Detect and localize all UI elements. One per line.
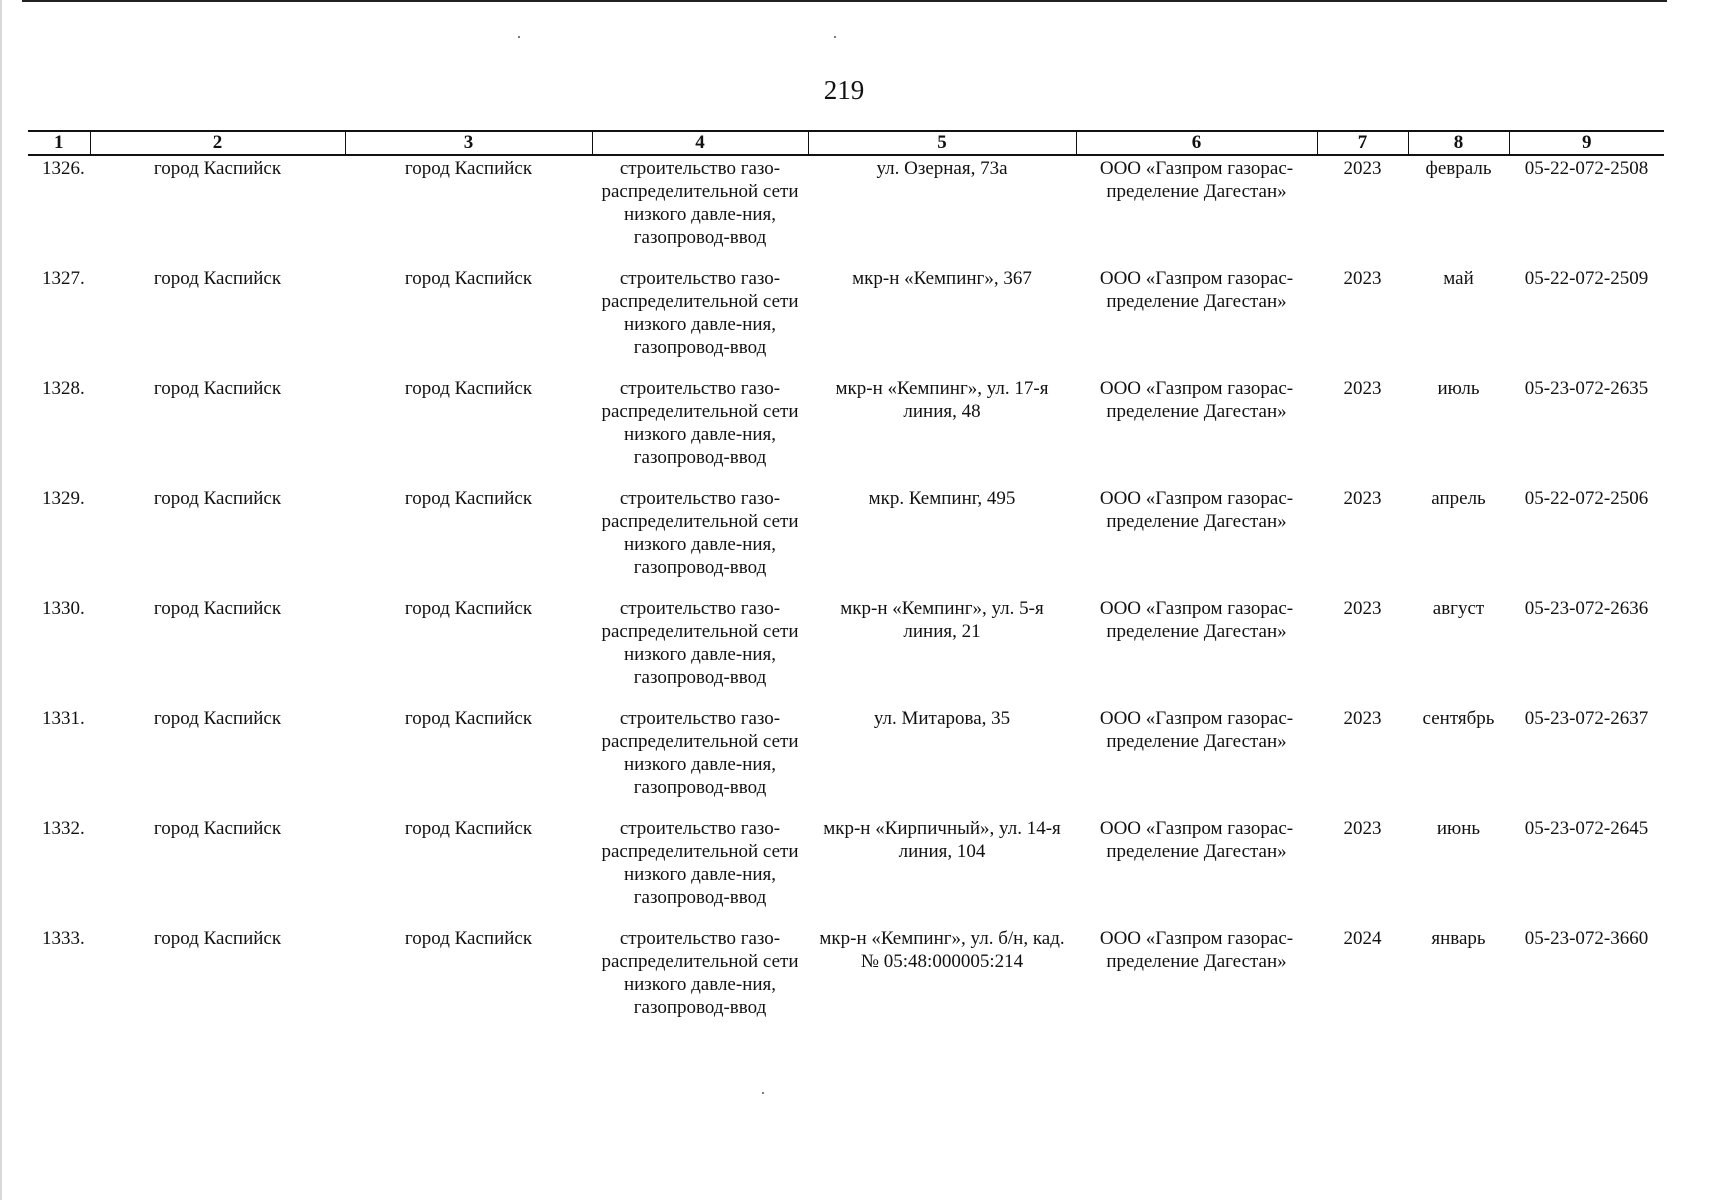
column-header: 9 xyxy=(1509,131,1664,155)
column-header: 8 xyxy=(1408,131,1509,155)
month-cell: июль xyxy=(1437,378,1480,399)
table-row xyxy=(28,155,1664,266)
settlement-cell: город Каспийск xyxy=(404,928,533,949)
locality-cell: город Каспийск xyxy=(153,708,282,729)
settlement-cell: город Каспийск xyxy=(404,268,533,289)
row-number: 1326. xyxy=(42,158,85,179)
operator-cell: ООО «Газпром газорас-пределение Дагестан» xyxy=(1099,268,1294,312)
settlement-cell: город Каспийск xyxy=(404,708,533,729)
operator-cell: ООО «Газпром газорас-пределение Дагестан» xyxy=(1099,818,1294,862)
column-header: 6 xyxy=(1076,131,1317,155)
settlement-cell: город Каспийск xyxy=(404,818,533,839)
address-cell: мкр-н «Кемпинг», ул. 17-я линия, 48 xyxy=(835,378,1049,422)
code-cell: 05-23-072-3660 xyxy=(1524,928,1649,949)
settlement-cell: город Каспийск xyxy=(404,598,533,619)
locality-cell: город Каспийск xyxy=(153,598,282,619)
address-cell: ул. Митарова, 35 xyxy=(873,708,1011,729)
operator-cell: ООО «Газпром газорас-пределение Дагестан» xyxy=(1099,378,1294,422)
code-cell: 05-22-072-2508 xyxy=(1524,158,1649,179)
work-type-cell: строительство газо-распределительной сети низкого давле-ния, газопровод-ввод xyxy=(601,158,799,248)
work-type-cell: строительство газо-распределительной сети низкого давле-ния, газопровод-ввод xyxy=(601,268,799,358)
row-number: 1331. xyxy=(42,708,85,729)
scan-speck xyxy=(834,36,836,38)
work-type-cell: строительство газо-распределительной сети низкого давле-ния, газопровод-ввод xyxy=(601,488,799,578)
table-row xyxy=(28,926,1664,1036)
month-cell: май xyxy=(1443,268,1474,289)
column-header: 5 xyxy=(808,131,1076,155)
column-header: 7 xyxy=(1317,131,1408,155)
code-cell: 05-23-072-2637 xyxy=(1524,708,1649,729)
operator-cell: ООО «Газпром газорас-пределение Дагестан» xyxy=(1099,488,1294,532)
locality-cell: город Каспийск xyxy=(153,928,282,949)
month-cell: февраль xyxy=(1425,158,1492,179)
year-cell: 2023 xyxy=(1343,598,1382,619)
address-cell: мкр. Кемпинг, 495 xyxy=(868,488,1016,509)
row-number: 1332. xyxy=(42,818,85,839)
code-cell: 05-22-072-2506 xyxy=(1524,488,1649,509)
table-row xyxy=(28,266,1664,376)
address-cell: мкр-н «Кирпичный», ул. 14-я линия, 104 xyxy=(823,818,1061,862)
year-cell: 2023 xyxy=(1343,488,1382,509)
row-number: 1329. xyxy=(42,488,85,509)
code-cell: 05-23-072-2636 xyxy=(1524,598,1649,619)
column-header: 3 xyxy=(345,131,592,155)
operator-cell: ООО «Газпром газорас-пределение Дагестан» xyxy=(1099,158,1294,202)
registry-table xyxy=(28,130,1664,1036)
page-number: 219 xyxy=(823,75,865,105)
table-row xyxy=(28,486,1664,596)
row-number: 1330. xyxy=(42,598,85,619)
table-row xyxy=(28,596,1664,706)
locality-cell: город Каспийск xyxy=(153,488,282,509)
year-cell: 2023 xyxy=(1343,378,1382,399)
address-cell: мкр-н «Кемпинг», ул. б/н, кад. № 05:48:000005:214 xyxy=(819,928,1065,972)
row-number: 1333. xyxy=(42,928,85,949)
scan-speck xyxy=(762,1092,764,1094)
work-type-cell: строительство газо-распределительной сети низкого давле-ния, газопровод-ввод xyxy=(601,928,799,1018)
column-header: 4 xyxy=(592,131,808,155)
operator-cell: ООО «Газпром газорас-пределение Дагестан» xyxy=(1099,708,1294,752)
address-cell: мкр-н «Кемпинг», 367 xyxy=(852,268,1032,289)
settlement-cell: город Каспийск xyxy=(404,158,533,179)
year-cell: 2023 xyxy=(1343,268,1382,289)
locality-cell: город Каспийск xyxy=(153,378,282,399)
work-type-cell: строительство газо-распределительной сети низкого давле-ния, газопровод-ввод xyxy=(601,818,799,908)
year-cell: 2023 xyxy=(1343,708,1382,729)
table-row xyxy=(28,376,1664,486)
row-number: 1328. xyxy=(42,378,85,399)
work-type-cell: строительство газо-распределительной сети низкого давле-ния, газопровод-ввод xyxy=(601,378,799,468)
settlement-cell: город Каспийск xyxy=(404,488,533,509)
code-cell: 05-22-072-2509 xyxy=(1524,268,1649,289)
year-cell: 2023 xyxy=(1343,158,1382,179)
page-top-rule xyxy=(22,0,1667,2)
column-header: 2 xyxy=(90,131,345,155)
locality-cell: город Каспийск xyxy=(153,818,282,839)
column-header: 1 xyxy=(28,131,90,155)
settlement-cell: город Каспийск xyxy=(404,378,533,399)
address-cell: ул. Озерная, 73а xyxy=(876,158,1008,179)
work-type-cell: строительство газо-распределительной сети низкого давле-ния, газопровод-ввод xyxy=(601,598,799,688)
table-body xyxy=(28,155,1664,1036)
operator-cell: ООО «Газпром газорас-пределение Дагестан» xyxy=(1099,598,1294,642)
address-cell: мкр-н «Кемпинг», ул. 5-я линия, 21 xyxy=(840,598,1044,642)
locality-cell: город Каспийск xyxy=(153,158,282,179)
year-cell: 2024 xyxy=(1343,928,1382,949)
code-cell: 05-23-072-2635 xyxy=(1524,378,1649,399)
header-row xyxy=(28,131,1664,155)
page-left-edge xyxy=(0,0,2,1200)
month-cell: апрель xyxy=(1431,488,1486,509)
work-type-cell: строительство газо-распределительной сети низкого давле-ния, газопровод-ввод xyxy=(601,708,799,798)
operator-cell: ООО «Газпром газорас-пределение Дагестан» xyxy=(1099,928,1294,972)
year-cell: 2023 xyxy=(1343,818,1382,839)
month-cell: июнь xyxy=(1436,818,1481,839)
month-cell: август xyxy=(1432,598,1485,619)
month-cell: сентябрь xyxy=(1422,708,1495,729)
month-cell: январь xyxy=(1431,928,1486,949)
locality-cell: город Каспийск xyxy=(153,268,282,289)
table-header xyxy=(28,131,1664,155)
scan-speck xyxy=(518,36,520,38)
row-number: 1327. xyxy=(42,268,85,289)
table-row xyxy=(28,706,1664,816)
table-row xyxy=(28,816,1664,926)
code-cell: 05-23-072-2645 xyxy=(1524,818,1649,839)
